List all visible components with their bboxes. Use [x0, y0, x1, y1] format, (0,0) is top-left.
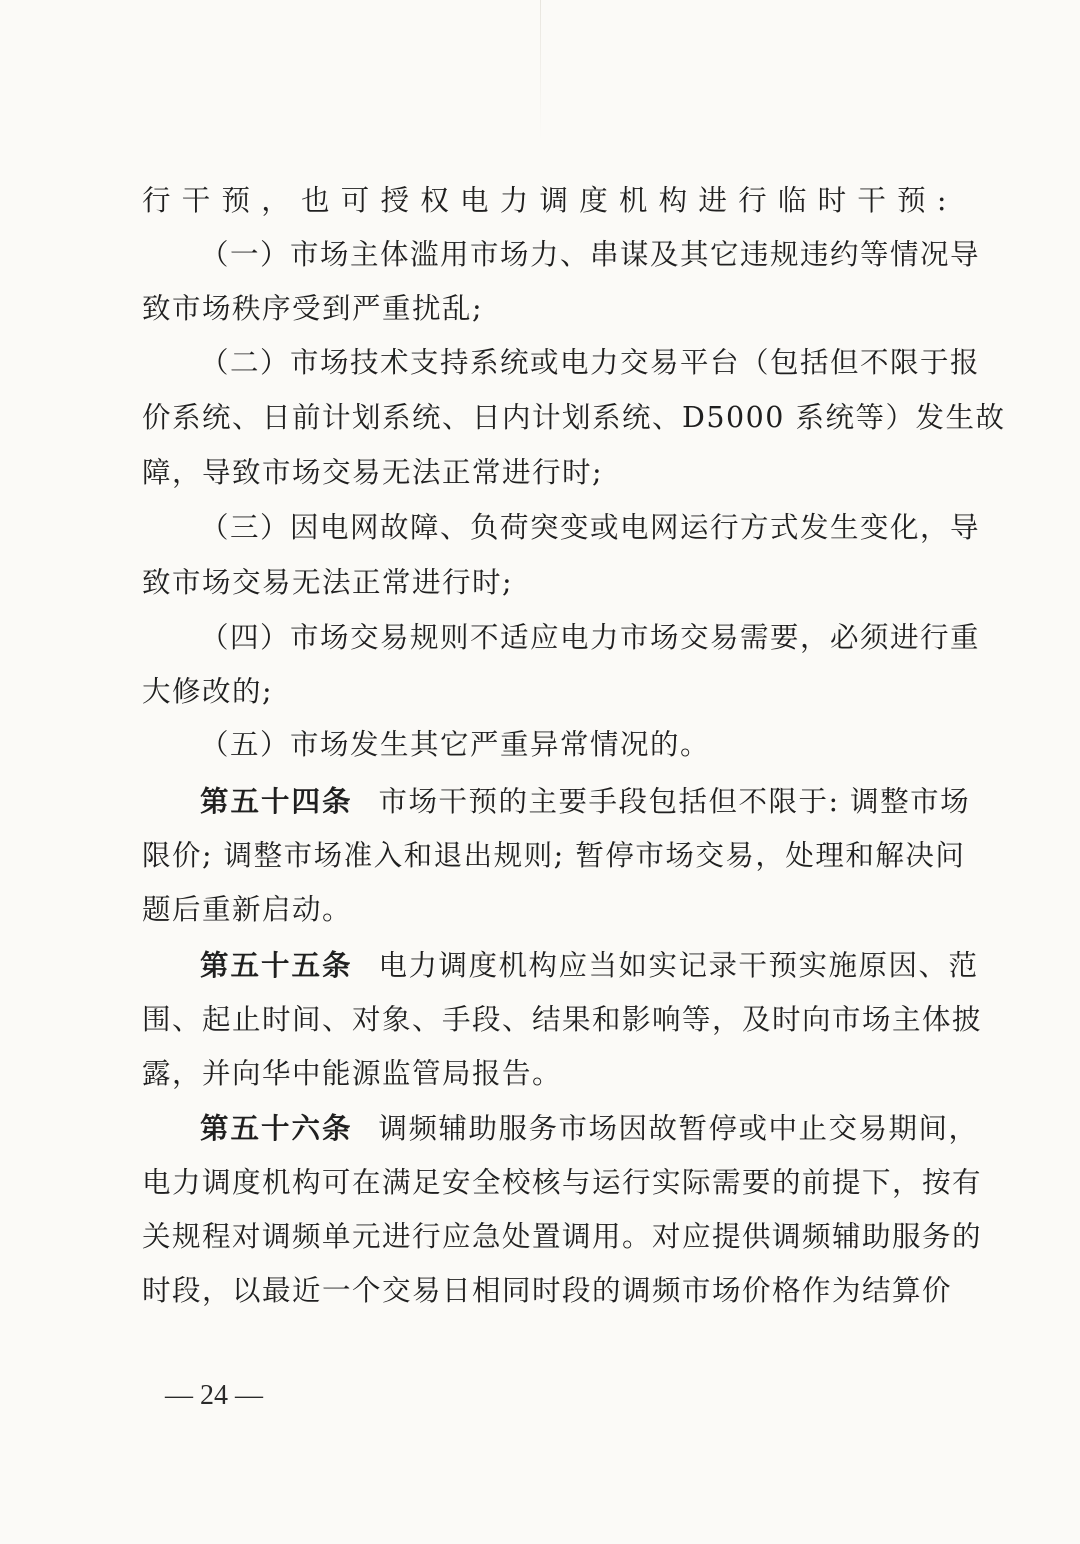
text-line-7: （三）因电网故障、负荷突变或电网运行方式发生变化，导: [200, 511, 981, 544]
text-line-6: 障，导致市场交易无法正常进行时;: [142, 456, 604, 489]
text-line-16: 围、起止时间、对象、手段、结果和影响等，及时向市场主体披: [142, 1003, 983, 1036]
article-55-text: 电力调度机构应当如实记录干预实施原因、范: [378, 949, 979, 982]
text-line-1: 行干预，也可授权电力调度机构进行临时干预:: [142, 184, 948, 217]
article-56-text: 调频辅助服务市场因故暂停或中止交易期间，: [378, 1112, 979, 1145]
text-line-5: 价系统、日前计划系统、日内计划系统、D5000 系统等）发生故: [142, 401, 1006, 434]
article-55-line-1: [200, 943, 979, 989]
paper-fold-shadow: [540, 0, 541, 140]
text-line-17: 露，并向华中能源监管局报告。: [142, 1057, 563, 1090]
text-line-8: 致市场交易无法正常进行时;: [142, 566, 514, 599]
text-line-21: 时段，以最近一个交易日相同时段的调频市场价格作为结算价: [142, 1274, 953, 1307]
text-line-4: （二）市场技术支持系统或电力交易平台（包括但不限于报: [200, 346, 981, 379]
text-line-11: （五）市场发生其它严重异常情况的。: [200, 728, 711, 761]
text-line-9: （四）市场交易规则不适应电力市场交易需要，必须进行重: [200, 621, 981, 654]
page-number: — 24 —: [165, 1380, 263, 1411]
text-line-13: 限价; 调整市场准入和退出规则; 暂停市场交易，处理和解决问: [142, 839, 966, 872]
text-line-14: 题后重新启动。: [142, 893, 353, 926]
text-line-19: 电力调度机构可在满足安全校核与运行实际需要的前提下，按有: [142, 1166, 983, 1199]
article-54-text: 市场干预的主要手段包括但不限于: 调整市场: [378, 785, 971, 818]
text-line-20: 关规程对调频单元进行应急处置调用。对应提供调频辅助服务的: [142, 1220, 983, 1253]
article-54-line-1: [200, 779, 971, 825]
article-54-heading: 第五十四条: [200, 785, 353, 818]
text-line-3: 致市场秩序受到严重扰乱;: [142, 292, 484, 325]
text-line-10: 大修改的;: [142, 675, 274, 708]
article-56-heading: 第五十六条: [200, 1112, 353, 1145]
article-56-line-1: [200, 1106, 979, 1152]
text-line-2: （一）市场主体滥用市场力、串谋及其它违规违约等情况导: [200, 238, 981, 271]
article-55-heading: 第五十五条: [200, 949, 353, 982]
